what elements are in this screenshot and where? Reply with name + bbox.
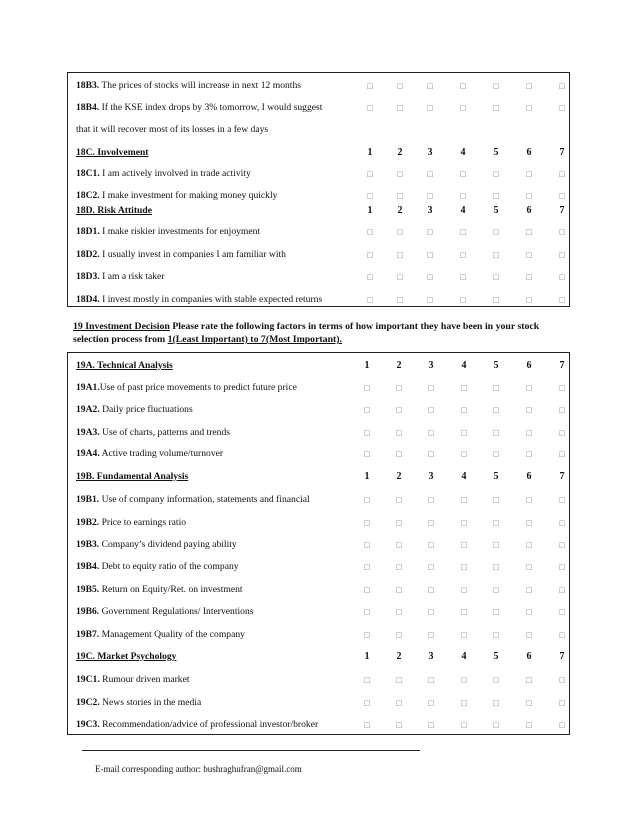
question-text: that it will recover most of its losses in a few days xyxy=(76,124,269,135)
question-row xyxy=(76,672,569,688)
rating-checkbox[interactable]: □ xyxy=(558,192,566,200)
rating-checkbox[interactable]: □ xyxy=(395,721,403,729)
rating-checkbox[interactable]: □ xyxy=(427,721,435,729)
rating-checkbox[interactable]: □ xyxy=(395,519,403,527)
question-row xyxy=(76,717,569,733)
scale-label: 4 xyxy=(461,360,467,371)
rating-checkbox[interactable]: □ xyxy=(558,228,566,236)
rating-checkbox[interactable]: □ xyxy=(492,104,500,112)
heading-scale: 1(Least Important) to 7(Most Important). xyxy=(167,334,343,345)
question-code: 18D3. xyxy=(76,271,100,282)
rating-checkbox[interactable]: □ xyxy=(525,721,533,729)
question-text: I make investment for making money quickly xyxy=(99,190,278,201)
question-code: 19B2. xyxy=(76,517,100,528)
rating-checkbox[interactable]: □ xyxy=(459,251,467,259)
question-text: Debt to equity ratio of the company xyxy=(99,561,239,572)
scale-label: 6 xyxy=(526,205,532,216)
rating-checkbox[interactable]: □ xyxy=(363,450,371,458)
rating-checkbox[interactable]: □ xyxy=(558,676,566,684)
scale-label: 7 xyxy=(559,651,565,662)
question-text: Company’s dividend paying ability xyxy=(99,539,237,550)
rating-checkbox[interactable]: □ xyxy=(427,586,435,594)
scale-label: 3 xyxy=(427,147,433,158)
section-header-row xyxy=(76,358,569,374)
question-row xyxy=(76,122,569,138)
rating-checkbox[interactable]: □ xyxy=(427,384,435,392)
rating-checkbox[interactable]: □ xyxy=(396,170,404,178)
rating-checkbox[interactable]: □ xyxy=(395,496,403,504)
rating-checkbox[interactable]: □ xyxy=(492,296,500,304)
rating-checkbox[interactable]: □ xyxy=(426,228,434,236)
rating-checkbox[interactable]: □ xyxy=(395,631,403,639)
rating-checkbox[interactable]: □ xyxy=(492,608,500,616)
rating-checkbox[interactable]: □ xyxy=(492,406,500,414)
question-code: 19B5. xyxy=(76,584,100,595)
question-code: 19A2. xyxy=(76,404,100,415)
scale-label: 3 xyxy=(428,651,434,662)
rating-checkbox[interactable]: □ xyxy=(363,586,371,594)
scale-label: 5 xyxy=(493,651,499,662)
rating-checkbox[interactable]: □ xyxy=(363,541,371,549)
question-code: 18D1. xyxy=(76,226,100,237)
question-text: News stories in the media xyxy=(99,697,202,708)
rating-checkbox[interactable]: □ xyxy=(427,608,435,616)
rating-checkbox[interactable]: □ xyxy=(459,192,467,200)
rating-checkbox[interactable]: □ xyxy=(558,296,566,304)
rating-checkbox[interactable]: □ xyxy=(427,541,435,549)
question-code: 19B3. xyxy=(76,539,100,550)
scale-label: 5 xyxy=(493,360,499,371)
rating-checkbox[interactable]: □ xyxy=(460,406,468,414)
rating-checkbox[interactable]: □ xyxy=(525,450,533,458)
rating-checkbox[interactable]: □ xyxy=(396,251,404,259)
rating-checkbox[interactable]: □ xyxy=(426,296,434,304)
scale-label: 3 xyxy=(428,360,434,371)
rating-checkbox[interactable]: □ xyxy=(492,384,500,392)
scale-label: 4 xyxy=(461,471,467,482)
question-text: I am a risk taker xyxy=(99,271,165,282)
rating-checkbox[interactable]: □ xyxy=(426,104,434,112)
question-row xyxy=(76,402,569,418)
rating-checkbox[interactable]: □ xyxy=(558,104,566,112)
rating-checkbox[interactable]: □ xyxy=(492,82,500,90)
scale-label: 5 xyxy=(493,471,499,482)
rating-checkbox[interactable]: □ xyxy=(525,519,533,527)
scale-label: 7 xyxy=(559,147,565,158)
scale-label: 7 xyxy=(559,205,565,216)
rating-checkbox[interactable]: □ xyxy=(525,586,533,594)
rating-checkbox[interactable]: □ xyxy=(460,496,468,504)
rating-checkbox[interactable]: □ xyxy=(395,699,403,707)
rating-checkbox[interactable]: □ xyxy=(459,104,467,112)
rating-checkbox[interactable]: □ xyxy=(558,82,566,90)
rating-checkbox[interactable]: □ xyxy=(395,406,403,414)
rating-checkbox[interactable]: □ xyxy=(492,251,500,259)
rating-checkbox[interactable]: □ xyxy=(525,496,533,504)
question-code: 19B6. xyxy=(76,606,100,617)
rating-checkbox[interactable]: □ xyxy=(396,296,404,304)
rating-checkbox[interactable]: □ xyxy=(396,82,404,90)
rating-checkbox[interactable]: □ xyxy=(525,296,533,304)
rating-checkbox[interactable]: □ xyxy=(460,384,468,392)
rating-checkbox[interactable]: □ xyxy=(492,273,500,281)
scale-label: 7 xyxy=(559,360,565,371)
rating-checkbox[interactable]: □ xyxy=(558,541,566,549)
rating-checkbox[interactable]: □ xyxy=(395,608,403,616)
rating-checkbox[interactable]: □ xyxy=(395,563,403,571)
question-row xyxy=(76,100,569,116)
rating-checkbox[interactable]: □ xyxy=(558,699,566,707)
rating-checkbox[interactable]: □ xyxy=(366,228,374,236)
scale-label: 4 xyxy=(460,147,466,158)
question-row xyxy=(76,425,569,441)
rating-checkbox[interactable]: □ xyxy=(492,699,500,707)
rating-checkbox[interactable]: □ xyxy=(558,450,566,458)
rating-checkbox[interactable]: □ xyxy=(395,429,403,437)
rating-checkbox[interactable]: □ xyxy=(492,519,500,527)
rating-checkbox[interactable]: □ xyxy=(459,82,467,90)
scale-label: 2 xyxy=(396,360,402,371)
rating-checkbox[interactable]: □ xyxy=(525,82,533,90)
rating-checkbox[interactable]: □ xyxy=(525,192,533,200)
rating-checkbox[interactable]: □ xyxy=(558,496,566,504)
question-row xyxy=(76,247,569,263)
rating-checkbox[interactable]: □ xyxy=(459,170,467,178)
rating-checkbox[interactable]: □ xyxy=(492,563,500,571)
rating-checkbox[interactable]: □ xyxy=(525,608,533,616)
rating-checkbox[interactable]: □ xyxy=(366,82,374,90)
section-title: 19A. Technical Analysis xyxy=(76,360,173,371)
rating-checkbox[interactable]: □ xyxy=(459,228,467,236)
rating-checkbox[interactable]: □ xyxy=(492,192,500,200)
rating-checkbox[interactable]: □ xyxy=(395,450,403,458)
question-code: 19B4. xyxy=(76,561,100,572)
section-header-row xyxy=(76,145,569,161)
scale-label: 3 xyxy=(428,471,434,482)
footnote-rule xyxy=(82,750,420,751)
survey-block-18 xyxy=(67,72,570,307)
question-row xyxy=(76,559,569,575)
question-row xyxy=(76,166,569,182)
rating-checkbox[interactable]: □ xyxy=(492,170,500,178)
heading-body: Please rate the following factors in terms of how important they have been in your stock selection process from xyxy=(73,321,540,345)
rating-checkbox[interactable]: □ xyxy=(460,608,468,616)
scale-label: 1 xyxy=(367,205,373,216)
rating-checkbox[interactable]: □ xyxy=(363,676,371,684)
rating-checkbox[interactable]: □ xyxy=(426,82,434,90)
rating-checkbox[interactable]: □ xyxy=(366,296,374,304)
question-text: Recommendation/advice of professional investor/broker xyxy=(99,719,319,730)
rating-checkbox[interactable]: □ xyxy=(363,496,371,504)
rating-checkbox[interactable]: □ xyxy=(366,170,374,178)
question-code: 18D2. xyxy=(76,249,100,260)
rating-checkbox[interactable]: □ xyxy=(395,586,403,594)
rating-checkbox[interactable]: □ xyxy=(366,251,374,259)
rating-checkbox[interactable]: □ xyxy=(492,676,500,684)
scale-label: 6 xyxy=(526,471,532,482)
rating-checkbox[interactable]: □ xyxy=(427,519,435,527)
question-code: 19C2. xyxy=(76,697,100,708)
rating-checkbox[interactable]: □ xyxy=(558,384,566,392)
rating-checkbox[interactable]: □ xyxy=(426,192,434,200)
rating-checkbox[interactable]: □ xyxy=(363,519,371,527)
question-code: 18C2. xyxy=(76,190,100,201)
question-code: 18C1. xyxy=(76,168,100,179)
question-text: Use of company information, statements and financial xyxy=(99,494,310,505)
question-row xyxy=(76,78,569,94)
rating-checkbox[interactable]: □ xyxy=(460,563,468,571)
rating-checkbox[interactable]: □ xyxy=(525,273,533,281)
question-text: Return on Equity/Ret. on investment xyxy=(99,584,243,595)
scale-label: 4 xyxy=(460,205,466,216)
rating-checkbox[interactable]: □ xyxy=(558,608,566,616)
rating-checkbox[interactable]: □ xyxy=(525,541,533,549)
survey-block-19 xyxy=(67,352,570,735)
question-code: 19C1. xyxy=(76,674,100,685)
question-code: 19A3. xyxy=(76,427,100,438)
rating-checkbox[interactable]: □ xyxy=(363,384,371,392)
rating-checkbox[interactable]: □ xyxy=(460,541,468,549)
section-title: 18C. Involvement xyxy=(76,147,149,158)
rating-checkbox[interactable]: □ xyxy=(558,631,566,639)
rating-checkbox[interactable]: □ xyxy=(492,228,500,236)
rating-checkbox[interactable]: □ xyxy=(427,450,435,458)
question-text: The prices of stocks will increase in next 12 months xyxy=(99,80,301,91)
rating-checkbox[interactable]: □ xyxy=(525,104,533,112)
rating-checkbox[interactable]: □ xyxy=(363,721,371,729)
rating-checkbox[interactable]: □ xyxy=(427,563,435,571)
rating-checkbox[interactable]: □ xyxy=(366,192,374,200)
rating-checkbox[interactable]: □ xyxy=(492,541,500,549)
rating-checkbox[interactable]: □ xyxy=(525,170,533,178)
rating-checkbox[interactable]: □ xyxy=(459,273,467,281)
rating-checkbox[interactable]: □ xyxy=(363,563,371,571)
section-header-row xyxy=(76,203,569,219)
scale-label: 1 xyxy=(364,471,370,482)
rating-checkbox[interactable]: □ xyxy=(525,699,533,707)
question-code: 18D4. xyxy=(76,294,100,305)
rating-checkbox[interactable]: □ xyxy=(460,519,468,527)
rating-checkbox[interactable]: □ xyxy=(525,631,533,639)
rating-checkbox[interactable]: □ xyxy=(558,251,566,259)
question-text: I invest mostly in companies with stable expected returns xyxy=(99,294,323,305)
rating-checkbox[interactable]: □ xyxy=(427,676,435,684)
question-text: I usually invest in companies I am familiar with xyxy=(99,249,286,260)
question-text: Price to earnings ratio xyxy=(99,517,187,528)
question-code: 18B3. xyxy=(76,80,100,91)
rating-checkbox[interactable]: □ xyxy=(427,631,435,639)
rating-checkbox[interactable]: □ xyxy=(492,721,500,729)
question-text: Use of charts, patterns and trends xyxy=(99,427,230,438)
scale-label: 2 xyxy=(396,651,402,662)
rating-checkbox[interactable]: □ xyxy=(396,273,404,281)
question-code: 19B1. xyxy=(76,494,100,505)
question-row xyxy=(76,515,569,531)
rating-checkbox[interactable]: □ xyxy=(395,676,403,684)
question-code: 19B7. xyxy=(76,629,100,640)
rating-checkbox[interactable]: □ xyxy=(525,384,533,392)
rating-checkbox[interactable]: □ xyxy=(492,429,500,437)
rating-checkbox[interactable]: □ xyxy=(460,699,468,707)
section-19-heading xyxy=(73,320,573,346)
question-text: Daily price fluctuations xyxy=(99,404,193,415)
scale-label: 1 xyxy=(364,360,370,371)
question-text: I am actively involved in trade activity xyxy=(99,168,251,179)
scale-label: 1 xyxy=(364,651,370,662)
rating-checkbox[interactable]: □ xyxy=(460,676,468,684)
question-code: 19C3. xyxy=(76,719,100,730)
footnote: E-mail corresponding author: bushraghufran@gmail.com xyxy=(95,764,302,774)
question-row xyxy=(76,492,569,508)
rating-checkbox[interactable]: □ xyxy=(558,273,566,281)
question-row xyxy=(76,292,569,308)
rating-checkbox[interactable]: □ xyxy=(460,631,468,639)
section-title: 19C. Market Psychology xyxy=(76,651,177,662)
rating-checkbox[interactable]: □ xyxy=(558,519,566,527)
section-title: 19B. Fundamental Analysis xyxy=(76,471,189,482)
question-row xyxy=(76,695,569,711)
rating-checkbox[interactable]: □ xyxy=(558,406,566,414)
rating-checkbox[interactable]: □ xyxy=(427,699,435,707)
rating-checkbox[interactable]: □ xyxy=(396,192,404,200)
rating-checkbox[interactable]: □ xyxy=(558,586,566,594)
rating-checkbox[interactable]: □ xyxy=(460,429,468,437)
scale-label: 2 xyxy=(397,147,403,158)
rating-checkbox[interactable]: □ xyxy=(525,676,533,684)
scale-label: 5 xyxy=(493,147,499,158)
rating-checkbox[interactable]: □ xyxy=(363,608,371,616)
rating-checkbox[interactable]: □ xyxy=(492,496,500,504)
rating-checkbox[interactable]: □ xyxy=(558,563,566,571)
rating-checkbox[interactable]: □ xyxy=(558,170,566,178)
rating-checkbox[interactable]: □ xyxy=(459,296,467,304)
section-header-row xyxy=(76,469,569,485)
question-text: Use of past price movements to predict future price xyxy=(99,382,297,393)
question-row xyxy=(76,380,569,396)
rating-checkbox[interactable]: □ xyxy=(395,541,403,549)
rating-checkbox[interactable]: □ xyxy=(363,631,371,639)
rating-checkbox[interactable]: □ xyxy=(492,631,500,639)
question-row xyxy=(76,582,569,598)
question-code: 18B4. xyxy=(76,102,100,113)
scale-label: 6 xyxy=(526,651,532,662)
rating-checkbox[interactable]: □ xyxy=(427,429,435,437)
question-row xyxy=(76,188,569,204)
heading-prefix: 19 Investment Decision xyxy=(73,321,170,332)
rating-checkbox[interactable]: □ xyxy=(525,429,533,437)
rating-checkbox[interactable]: □ xyxy=(396,104,404,112)
scale-label: 5 xyxy=(493,205,499,216)
rating-checkbox[interactable]: □ xyxy=(366,104,374,112)
question-text: If the KSE index drops by 3% tomorrow, I would suggest xyxy=(99,102,323,113)
question-text: Rumour driven market xyxy=(99,674,190,685)
rating-checkbox[interactable]: □ xyxy=(426,251,434,259)
question-row xyxy=(76,604,569,620)
rating-checkbox[interactable]: □ xyxy=(396,228,404,236)
rating-checkbox[interactable]: □ xyxy=(363,699,371,707)
section-header-row xyxy=(76,649,569,665)
rating-checkbox[interactable]: □ xyxy=(460,450,468,458)
rating-checkbox[interactable]: □ xyxy=(363,406,371,414)
rating-checkbox[interactable]: □ xyxy=(427,406,435,414)
scale-label: 2 xyxy=(396,471,402,482)
scale-label: 6 xyxy=(526,147,532,158)
scale-label: 1 xyxy=(367,147,373,158)
question-row xyxy=(76,627,569,643)
rating-checkbox[interactable]: □ xyxy=(558,429,566,437)
question-code: 19A1. xyxy=(76,382,100,393)
rating-checkbox[interactable]: □ xyxy=(395,384,403,392)
rating-checkbox[interactable]: □ xyxy=(525,406,533,414)
rating-checkbox[interactable]: □ xyxy=(558,721,566,729)
scale-label: 3 xyxy=(427,205,433,216)
scale-label: 7 xyxy=(559,471,565,482)
rating-checkbox[interactable]: □ xyxy=(366,273,374,281)
scale-label: 6 xyxy=(526,360,532,371)
rating-checkbox[interactable]: □ xyxy=(492,450,500,458)
question-text: I make riskier investments for enjoyment xyxy=(99,226,261,237)
question-text: Management Quality of the company xyxy=(99,629,245,640)
question-row xyxy=(76,224,569,240)
rating-checkbox[interactable]: □ xyxy=(460,721,468,729)
rating-checkbox[interactable]: □ xyxy=(525,563,533,571)
question-code: 19A4. xyxy=(76,448,100,459)
question-text: Government Regulations/ Interventions xyxy=(99,606,254,617)
question-row xyxy=(76,446,569,462)
rating-checkbox[interactable]: □ xyxy=(427,496,435,504)
question-text: Active trading volume/turnover xyxy=(99,448,224,459)
rating-checkbox[interactable]: □ xyxy=(525,251,533,259)
rating-checkbox[interactable]: □ xyxy=(426,170,434,178)
rating-checkbox[interactable]: □ xyxy=(363,429,371,437)
scale-label: 4 xyxy=(461,651,467,662)
rating-checkbox[interactable]: □ xyxy=(460,586,468,594)
section-title: 18D. Risk Attitude xyxy=(76,205,152,216)
question-row xyxy=(76,537,569,553)
rating-checkbox[interactable]: □ xyxy=(426,273,434,281)
rating-checkbox[interactable]: □ xyxy=(492,586,500,594)
rating-checkbox[interactable]: □ xyxy=(525,228,533,236)
scale-label: 2 xyxy=(397,205,403,216)
question-row xyxy=(76,269,569,285)
